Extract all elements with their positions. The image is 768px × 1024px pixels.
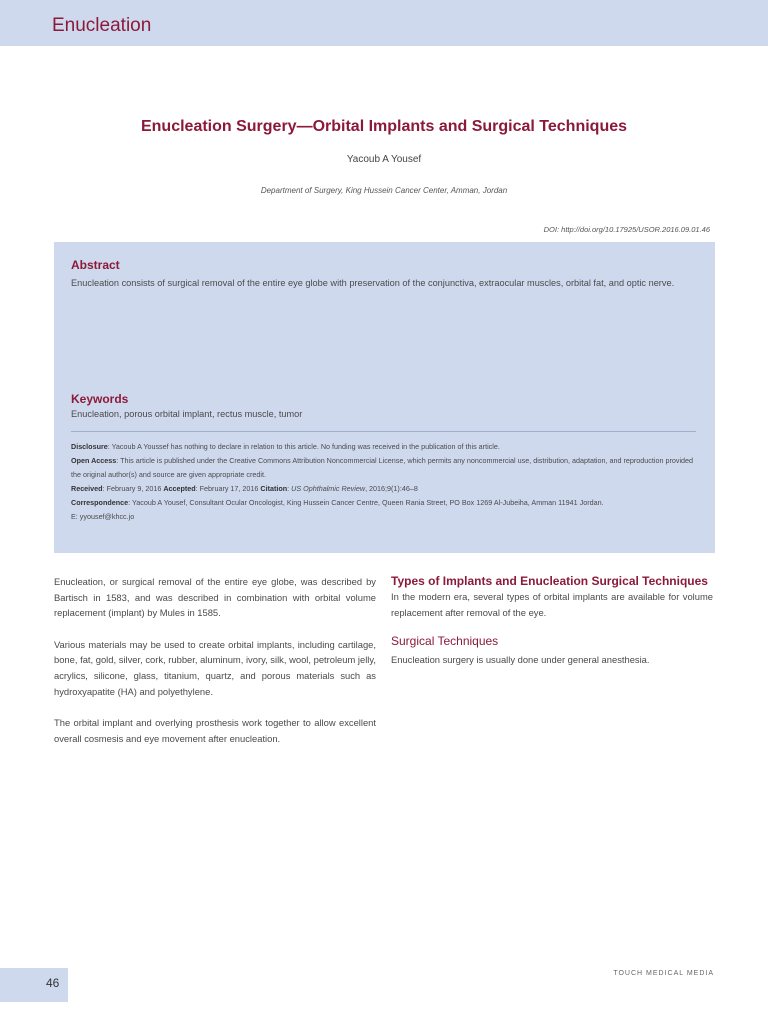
- article-title: Enucleation Surgery—Orbital Implants and Surgical Techniques: [140, 118, 628, 135]
- body-left-column: [54, 574, 376, 762]
- correspondence-note: Correspondence: Yacoub A Yousef, Consultant Ocular Oncologist, King Hussein Cancer Centre, Queen Rania Street, PO Box 1269 Al-Jubeiha, Amman 11941 Jordan.: [71, 498, 604, 507]
- body-paragraph: Enucleation surgery is usually done under general anesthesia.: [391, 653, 650, 665]
- page-number: 46: [46, 976, 60, 990]
- email-address[interactable]: E: yyousef@khcc.jo: [71, 512, 135, 521]
- abstract-heading: Abstract: [71, 258, 120, 272]
- body-paragraph: Various materials may be used to create orbital implants, including cartilage, bone, fat, gold, silver, cork, rubber, aluminum, ivory, silk, wool, petroleum jelly, acrylics, silicone, glass, titanium, quartz, and porous materials such as hydroxyapatite (HA) and polyethylene.: [54, 638, 376, 697]
- body-paragraph: The orbital implant and overlying prosthesis work together to allow excellent overall cosmesis and eye movement after enucleation.: [54, 717, 376, 744]
- section-heading: Types of Implants and Enucleation Surgical Techniques: [391, 574, 708, 588]
- body-paragraph: Enucleation, or surgical removal of the entire eye globe, was described by Bartisch in 1583, and was described in combination with orbital volume replacement (implant) by Mules in 1585.: [54, 576, 376, 619]
- dates-citation-note: Received: February 9, 2016 Accepted: February 17, 2016 Citation: US Ophthalmic Review, 2016;9(1):46–8: [71, 484, 418, 493]
- author-affiliation: Department of Surgery, King Hussein Cancer Center, Amman, Jordan: [260, 186, 508, 195]
- subsection-heading: Surgical Techniques: [391, 634, 499, 649]
- section-label: Enucleation: [52, 15, 152, 36]
- keywords-heading: Keywords: [71, 392, 129, 406]
- body-paragraph: In the modern era, several types of orbital implants are available for volume replacement after removal of the eye.: [391, 591, 713, 618]
- body-right-column: [391, 574, 713, 677]
- publisher-name: TOUCH MEDICAL MEDIA: [613, 970, 714, 977]
- open-access-note: Open Access: This article is published under the Creative Commons Attribution Noncommercial License, which permits any noncommercial use, distribution, adaptation, and reproduction provided the original author(s) and source are given appropriate credit.: [71, 456, 694, 479]
- keywords-text: Enucleation, porous orbital implant, rectus muscle, tumor: [71, 409, 303, 419]
- author-name: Yacoub A Yousef: [346, 154, 422, 165]
- doi-link[interactable]: DOI: http://doi.org/10.17925/USOR.2016.09.01.46: [543, 225, 710, 234]
- disclosure-note: Disclosure: Yacoub A Youssef has nothing to declare in relation to this article. No funding was received in the publication of this article.: [71, 442, 500, 451]
- abstract-box: [54, 242, 715, 553]
- article-notes: [71, 440, 699, 524]
- abstract-text: Enucleation consists of surgical removal of the entire eye globe with preservation of the conjunctiva, extraocular muscles, orbital fat, and optic nerve.: [71, 278, 675, 288]
- divider: [71, 431, 696, 432]
